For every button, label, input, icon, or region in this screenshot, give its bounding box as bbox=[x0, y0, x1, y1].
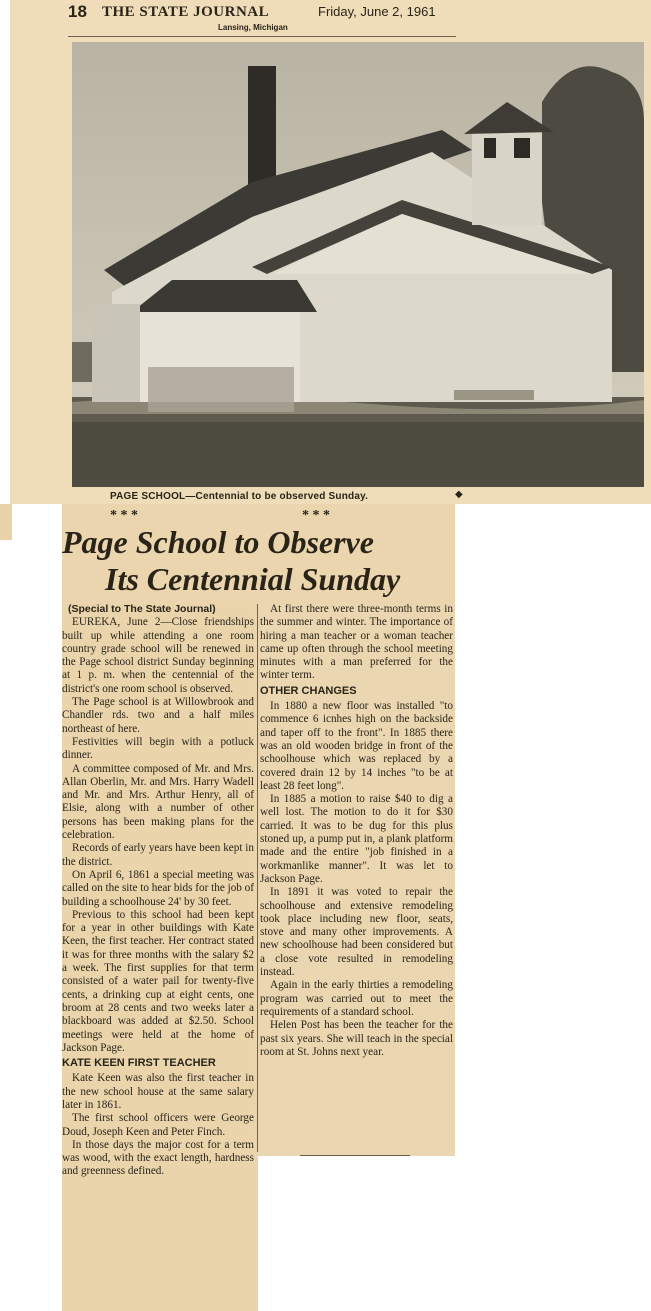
paragraph: Helen Post has been the teacher for the past six years. She will teach in the special room at St. Johns next year. bbox=[260, 1019, 453, 1058]
paragraph: Previous to this school had been kept for a year in other buildings with Kate Keen, the first teacher. Her contract stated it was for three months with the salary $2 a week. The first supplies for that term consisted of a water pail for twenty-five cents, a drinking cup at eight cents, one broom at 28 cents and two weeks later a blackboard was added at $2.50. School meetings were held at the home of Jackson Page. bbox=[62, 908, 254, 1054]
subhead-other-changes: OTHER CHANGES bbox=[260, 684, 357, 697]
paragraph: In 1885 a motion to raise $40 to dig a well lost. The motion to do it for $30 carried. It was to be dug for this plus stoned up, a pump put in, a plank platform made and the entire "job finished in a workmanlike manner". It was let to Jackson Page. bbox=[260, 793, 453, 885]
clipping-strip bbox=[0, 504, 12, 540]
paragraph: A committee composed of Mr. and Mrs. Allan Oberlin, Mr. and Mrs. Harry Wadell and Mr. and Mrs. Arthur Henry, all of Elsie, along with a number of other persons has been making plans for the celebration. bbox=[62, 762, 254, 842]
paragraph: Festivities will begin with a potluck dinner. bbox=[62, 735, 254, 762]
paragraph: Kate Keen was also the first teacher in the new school house at the same salary later in 1861. bbox=[62, 1072, 254, 1111]
paragraph: EUREKA, June 2—Close friendships built up while attending a one room country grade school will be renewed in the Page school district Sunday beginning at 1 p. m. when the centennial of the district's one room school is observed. bbox=[62, 616, 254, 695]
city-line: Lansing, Michigan bbox=[218, 23, 288, 32]
end-rule bbox=[300, 1155, 410, 1156]
masthead bbox=[68, 2, 456, 37]
byline: (Special to The State Journal) bbox=[68, 603, 216, 615]
paragraph: The first school officers were George Doud, Joseph Keen and Peter Finch. bbox=[62, 1112, 254, 1138]
paragraph: Again in the early thirties a remodeling program was carried out to meet the requirements of a standard school. bbox=[260, 979, 453, 1018]
schoolhouse-photo bbox=[72, 42, 644, 487]
paragraph: Records of early years have been kept in the district. bbox=[62, 842, 254, 868]
column-divider bbox=[257, 604, 258, 1152]
page-number: 18 bbox=[68, 2, 87, 21]
caption-marker: ◆ bbox=[455, 489, 463, 500]
article-column-2 bbox=[260, 603, 453, 1059]
paragraph: At first there were three-month terms in the summer and winter. The importance of hiring a man teacher or a woman teacher came up often through the school meeting minutes with a man preferred for the winter term. bbox=[260, 603, 453, 682]
headline-line-2: Its Centennial Sunday bbox=[105, 561, 401, 597]
photo-caption: PAGE SCHOOL—Centennial to be observed Sunday. bbox=[110, 491, 369, 502]
newspaper-name: THE STATE JOURNAL bbox=[102, 4, 270, 20]
issue-date: Friday, June 2, 1961 bbox=[318, 4, 436, 19]
paragraph: The Page school is at Willowbrook and Chandler rds. two and a half miles northeast of here. bbox=[62, 696, 254, 735]
stars-right: * * * bbox=[302, 508, 330, 523]
paragraph: In 1880 a new floor was installed "to commence 6 icnhes high on the backside and taper off to the front". In 1885 there was an old wooden bridge in front of the schoolhouse which was replaced by a covered drain 12 by 14 inches "to be at least 28 feet long". bbox=[260, 700, 453, 792]
paragraph: In 1891 it was voted to repair the schoolhouse and extensive remodeling took place including new floor, seats, stove and many other improvements. A new schoolhouse had been considered but a close vote resulted in remodeling instead. bbox=[260, 886, 453, 979]
paragraph: On April 6, 1861 a special meeting was called on the site to hear bids for the job of building a schoolhouse 24' by 30 feet. bbox=[62, 868, 254, 908]
article-column-1 bbox=[62, 603, 254, 1179]
stars-left: * * * bbox=[110, 508, 138, 523]
subhead-kate-keen: KATE KEEN FIRST TEACHER bbox=[62, 1057, 216, 1070]
headline-line-1: Page School to Observe bbox=[62, 524, 374, 560]
paragraph: In those days the major cost for a term was wood, with the exact length, hardness and greenness defined. bbox=[62, 1138, 254, 1178]
